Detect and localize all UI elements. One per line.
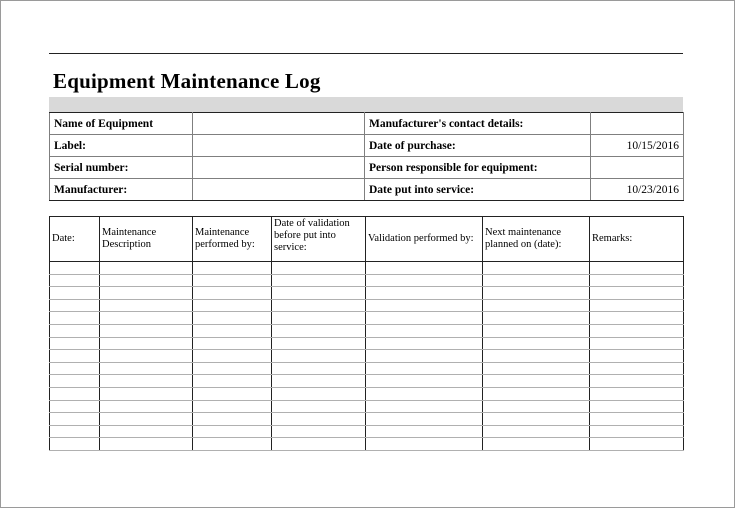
log-entry-cell[interactable] bbox=[590, 312, 684, 325]
log-entry-cell[interactable] bbox=[272, 413, 366, 426]
equipment-info-table bbox=[49, 112, 684, 201]
info-label: Label: bbox=[50, 135, 193, 157]
log-entry-cell[interactable] bbox=[100, 413, 193, 426]
log-entry-cell[interactable] bbox=[193, 400, 272, 413]
log-entry-cell[interactable] bbox=[272, 425, 366, 438]
log-entry-cell[interactable] bbox=[590, 400, 684, 413]
log-entry-row bbox=[50, 262, 684, 275]
log-entry-cell[interactable] bbox=[483, 262, 590, 275]
log-entry-cell[interactable] bbox=[193, 413, 272, 426]
log-entry-cell[interactable] bbox=[366, 362, 483, 375]
service-date-field[interactable]: 10/23/2016 bbox=[591, 179, 684, 201]
log-entry-row bbox=[50, 362, 684, 375]
log-entry-cell[interactable] bbox=[193, 262, 272, 275]
log-entry-cell[interactable] bbox=[272, 375, 366, 388]
log-entry-cell[interactable] bbox=[50, 350, 100, 363]
log-entry-cell[interactable] bbox=[100, 262, 193, 275]
log-entry-cell[interactable] bbox=[272, 287, 366, 300]
log-entry-cell[interactable] bbox=[50, 337, 100, 350]
log-entry-row bbox=[50, 299, 684, 312]
log-entry-cell[interactable] bbox=[366, 312, 483, 325]
log-entry-cell[interactable] bbox=[50, 324, 100, 337]
info-label: Manufacturer: bbox=[50, 179, 193, 201]
log-header-row bbox=[50, 217, 684, 262]
log-entry-cell[interactable] bbox=[366, 324, 483, 337]
log-entry-cell[interactable] bbox=[483, 274, 590, 287]
log-entry-cell[interactable] bbox=[483, 350, 590, 363]
log-entry-cell[interactable] bbox=[100, 375, 193, 388]
column-header-remarks: Remarks: bbox=[590, 217, 684, 262]
log-entry-cell[interactable] bbox=[590, 337, 684, 350]
page-title: Equipment Maintenance Log bbox=[53, 69, 321, 93]
log-entry-cell[interactable] bbox=[366, 387, 483, 400]
log-entry-cell[interactable] bbox=[100, 324, 193, 337]
log-entry-cell[interactable] bbox=[483, 362, 590, 375]
log-entry-cell[interactable] bbox=[483, 413, 590, 426]
log-entry-cell[interactable] bbox=[193, 324, 272, 337]
log-entry-cell[interactable] bbox=[590, 274, 684, 287]
log-entry-cell[interactable] bbox=[272, 362, 366, 375]
log-entry-cell[interactable] bbox=[483, 312, 590, 325]
log-entry-cell[interactable] bbox=[100, 299, 193, 312]
log-entry-cell[interactable] bbox=[272, 387, 366, 400]
log-entry-cell[interactable] bbox=[483, 337, 590, 350]
log-entry-cell[interactable] bbox=[272, 337, 366, 350]
info-value-field[interactable] bbox=[591, 157, 684, 179]
log-entry-cell[interactable] bbox=[50, 287, 100, 300]
log-entry-cell[interactable] bbox=[590, 375, 684, 388]
top-rule bbox=[49, 53, 683, 54]
log-entry-cell[interactable] bbox=[483, 400, 590, 413]
log-entry-cell[interactable] bbox=[366, 337, 483, 350]
log-entry-cell[interactable] bbox=[272, 438, 366, 451]
info-row bbox=[50, 113, 684, 135]
log-entry-row bbox=[50, 425, 684, 438]
info-value-field[interactable] bbox=[193, 135, 365, 157]
log-entry-cell[interactable] bbox=[100, 312, 193, 325]
column-header-next-maintenance: Next maintenance planned on (date): bbox=[483, 217, 590, 262]
log-entry-cell[interactable] bbox=[366, 438, 483, 451]
log-entry-cell[interactable] bbox=[50, 413, 100, 426]
log-entry-cell[interactable] bbox=[590, 287, 684, 300]
log-entry-row bbox=[50, 375, 684, 388]
log-entry-cell[interactable] bbox=[483, 299, 590, 312]
column-header-performed-by: Maintenance performed by: bbox=[193, 217, 272, 262]
log-entry-cell[interactable] bbox=[193, 387, 272, 400]
log-entry-cell[interactable] bbox=[366, 274, 483, 287]
log-entry-cell[interactable] bbox=[366, 375, 483, 388]
log-entry-cell[interactable] bbox=[483, 425, 590, 438]
log-entry-cell[interactable] bbox=[366, 287, 483, 300]
info-value-field[interactable] bbox=[193, 113, 365, 135]
log-entry-cell[interactable] bbox=[193, 425, 272, 438]
log-entry-cell[interactable] bbox=[272, 299, 366, 312]
log-entry-cell[interactable] bbox=[193, 274, 272, 287]
info-label: Manufacturer's contact details: bbox=[365, 113, 591, 135]
log-entry-cell[interactable] bbox=[193, 350, 272, 363]
info-value-field[interactable] bbox=[193, 157, 365, 179]
info-label: Serial number: bbox=[50, 157, 193, 179]
log-entry-cell[interactable] bbox=[50, 274, 100, 287]
log-entry-cell[interactable] bbox=[366, 425, 483, 438]
log-entry-cell[interactable] bbox=[272, 262, 366, 275]
log-entry-row bbox=[50, 287, 684, 300]
column-header-validation-date: Date of validation before put into service: bbox=[272, 217, 366, 262]
log-entry-row bbox=[50, 350, 684, 363]
log-entry-cell[interactable] bbox=[590, 387, 684, 400]
log-entry-cell[interactable] bbox=[100, 400, 193, 413]
log-entry-row bbox=[50, 400, 684, 413]
log-entry-cell[interactable] bbox=[590, 350, 684, 363]
log-entry-row bbox=[50, 274, 684, 287]
log-entry-row bbox=[50, 438, 684, 451]
info-value-field[interactable] bbox=[193, 179, 365, 201]
log-entry-cell[interactable] bbox=[100, 438, 193, 451]
info-label: Person responsible for equipment: bbox=[365, 157, 591, 179]
log-entry-cell[interactable] bbox=[590, 362, 684, 375]
log-entry-cell[interactable] bbox=[483, 287, 590, 300]
log-entry-cell[interactable] bbox=[483, 387, 590, 400]
column-header-validated-by: Validation performed by: bbox=[366, 217, 483, 262]
info-row bbox=[50, 157, 684, 179]
log-entry-cell[interactable] bbox=[50, 425, 100, 438]
log-entry-cell[interactable] bbox=[590, 299, 684, 312]
header-band bbox=[49, 97, 683, 112]
column-header-description: Maintenance Description bbox=[100, 217, 193, 262]
log-entry-cell[interactable] bbox=[272, 324, 366, 337]
log-entry-cell[interactable] bbox=[483, 438, 590, 451]
log-entry-cell[interactable] bbox=[100, 387, 193, 400]
log-entry-row bbox=[50, 324, 684, 337]
log-entry-cell[interactable] bbox=[366, 299, 483, 312]
log-entry-cell[interactable] bbox=[590, 262, 684, 275]
log-entry-cell[interactable] bbox=[50, 299, 100, 312]
log-entry-cell[interactable] bbox=[483, 375, 590, 388]
column-header-date: Date: bbox=[50, 217, 100, 262]
log-entry-cell[interactable] bbox=[100, 350, 193, 363]
log-entry-cell[interactable] bbox=[366, 413, 483, 426]
log-entry-row bbox=[50, 413, 684, 426]
log-entry-cell[interactable] bbox=[50, 438, 100, 451]
log-entry-cell[interactable] bbox=[193, 312, 272, 325]
log-entry-cell[interactable] bbox=[366, 350, 483, 363]
log-entry-cell[interactable] bbox=[366, 400, 483, 413]
log-entry-cell[interactable] bbox=[272, 312, 366, 325]
log-entry-cell[interactable] bbox=[193, 299, 272, 312]
log-entry-cell[interactable] bbox=[100, 287, 193, 300]
info-row bbox=[50, 135, 684, 157]
log-entry-cell[interactable] bbox=[50, 262, 100, 275]
log-entry-cell[interactable] bbox=[193, 287, 272, 300]
log-body bbox=[50, 262, 684, 451]
log-entry-cell[interactable] bbox=[272, 274, 366, 287]
log-entry-cell[interactable] bbox=[272, 350, 366, 363]
log-entry-cell[interactable] bbox=[193, 337, 272, 350]
log-entry-cell[interactable] bbox=[590, 438, 684, 451]
log-entry-cell[interactable] bbox=[50, 400, 100, 413]
log-entry-cell[interactable] bbox=[590, 413, 684, 426]
info-label: Date put into service: bbox=[365, 179, 591, 201]
log-entry-cell[interactable] bbox=[590, 324, 684, 337]
log-entry-cell[interactable] bbox=[366, 262, 483, 275]
log-entry-row bbox=[50, 337, 684, 350]
log-entry-cell[interactable] bbox=[100, 274, 193, 287]
info-value-field[interactable] bbox=[591, 113, 684, 135]
info-row bbox=[50, 179, 684, 201]
log-entry-cell[interactable] bbox=[100, 337, 193, 350]
log-entry-cell[interactable] bbox=[50, 362, 100, 375]
log-entry-row bbox=[50, 387, 684, 400]
log-entry-cell[interactable] bbox=[483, 324, 590, 337]
log-entry-cell[interactable] bbox=[100, 362, 193, 375]
log-entry-cell[interactable] bbox=[50, 387, 100, 400]
log-entry-cell[interactable] bbox=[272, 400, 366, 413]
log-entry-cell[interactable] bbox=[50, 312, 100, 325]
log-entry-cell[interactable] bbox=[193, 375, 272, 388]
log-entry-cell[interactable] bbox=[193, 362, 272, 375]
log-entry-row bbox=[50, 312, 684, 325]
maintenance-log-table bbox=[49, 216, 684, 451]
log-entry-cell[interactable] bbox=[50, 375, 100, 388]
log-entry-cell[interactable] bbox=[193, 438, 272, 451]
log-entry-cell[interactable] bbox=[590, 425, 684, 438]
log-entry-cell[interactable] bbox=[100, 425, 193, 438]
purchase-date-field[interactable]: 10/15/2016 bbox=[591, 135, 684, 157]
info-label: Name of Equipment bbox=[50, 113, 193, 135]
info-label: Date of purchase: bbox=[365, 135, 591, 157]
